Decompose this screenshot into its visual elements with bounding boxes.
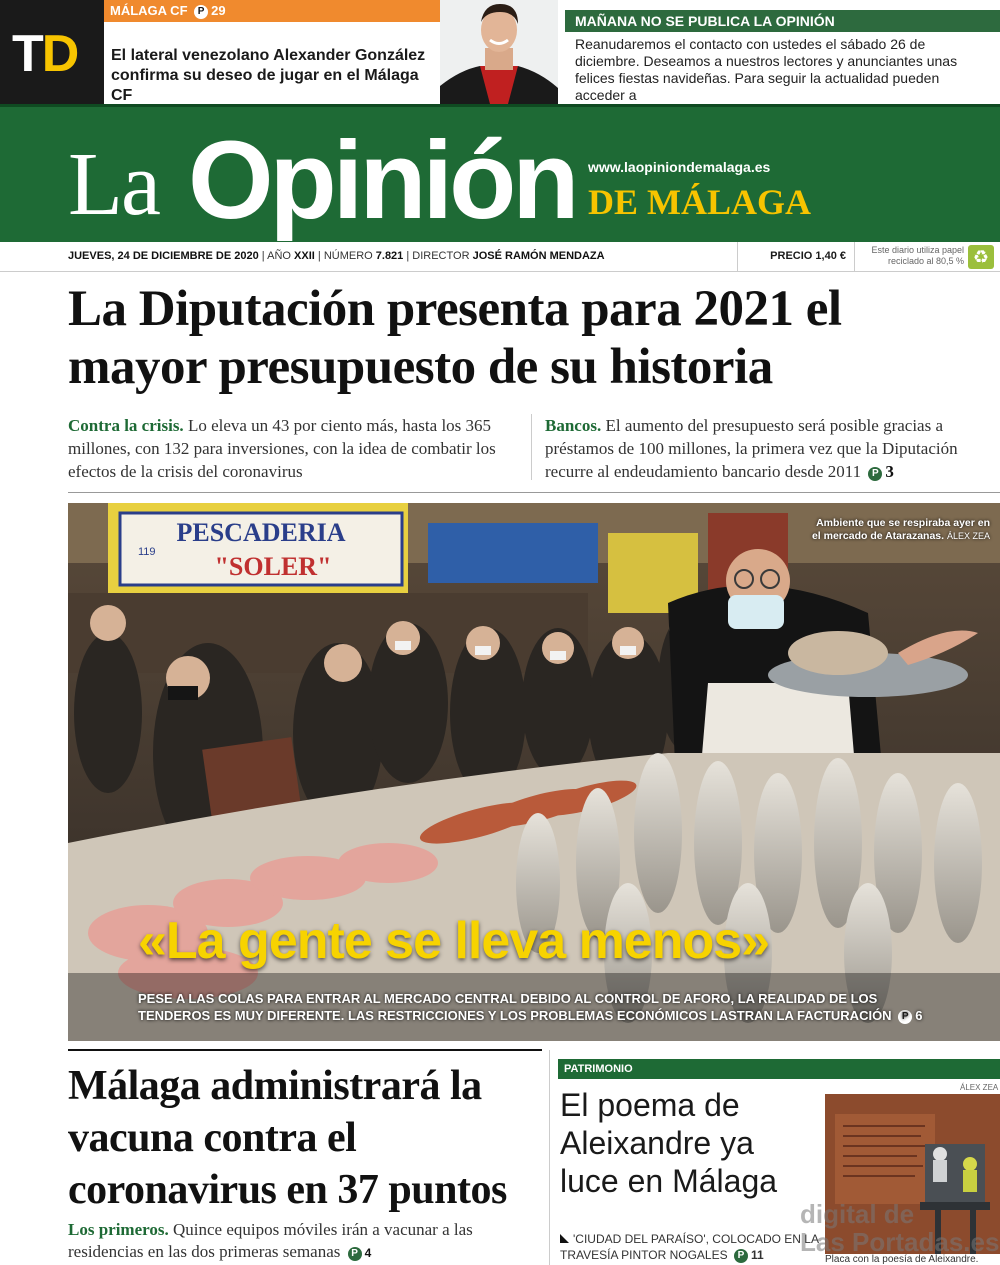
triangle-icon	[560, 1234, 569, 1243]
logo-la: La	[68, 135, 159, 234]
patrimonio-caption: Placa con la poesía de Aleixandre.	[825, 1254, 979, 1265]
dateline-info: JUEVES, 24 DE DICIEMBRE DE 2020 | AÑO XXII | NÚMERO 7.821 | DIRECTOR JOSÉ RAMÓN MENDAZA	[68, 250, 605, 262]
divider	[68, 1049, 542, 1051]
page-badge-icon: P	[868, 467, 882, 481]
notice-box	[565, 10, 1000, 104]
masthead-url[interactable]: www.laopiniondemalaga.es	[588, 159, 771, 175]
vaccine-headline[interactable]: Málaga administrará la vacuna contra el coronavirus en 37 puntos	[68, 1063, 507, 1213]
main-page: 3	[885, 462, 894, 481]
sign-number: 119	[138, 546, 156, 558]
page-badge-icon: P	[194, 5, 208, 19]
page-badge-icon: P	[734, 1249, 748, 1263]
vaccine-sub: Los primeros. Quince equipos móviles irán a vacunar a las residencias en las dos primeras semanas P 4	[68, 1220, 473, 1261]
vaccine-page: 4	[364, 1246, 372, 1260]
patrimonio-kicker: PATRIMONIO	[558, 1059, 1000, 1079]
price: PRECIO 1,40 €	[737, 242, 855, 271]
dateline	[0, 242, 1000, 272]
player-photo	[440, 0, 558, 104]
masthead	[0, 104, 1000, 242]
main-headline[interactable]: La Diputación presenta para 2021 el mayor presupuesto de su historia	[68, 281, 842, 395]
main-sub-right: Bancos. El aumento del presupuesto será posible gracias a préstamos de 100 millones, la primera vez que la Diputación recurre al endeudamiento bancario desde 2011 P 3	[545, 416, 958, 481]
sign-soler: "SOLER"	[214, 552, 332, 581]
watermark: digital de Las Portadas.es	[800, 1199, 1000, 1257]
sport-teaser[interactable]	[104, 0, 558, 104]
photo-credit: ÁLEX ZEA	[946, 531, 990, 541]
sport-kicker: MÁLAGA CF P 29	[104, 0, 558, 22]
sign-pescaderia: PESCADERIA	[176, 518, 346, 547]
patrimonio-page: 11	[750, 1248, 764, 1262]
patrimonio-sub: 'CIUDAD DEL PARAÍSO', COLOCADO EN LA TRAVESÍA PINTOR NOGALES P 11	[560, 1232, 819, 1262]
patrimonio-credit: ÁLEX ZEA	[960, 1083, 999, 1092]
photo-caption: Ambiente que se respiraba ayer en el mercado de Atarazanas. ÁLEX ZEA	[811, 517, 990, 542]
main-sub-left: Contra la crisis. Lo eleva un 43 por ciento más, hasta los 365 millones, con 132 para inversiones, con la idea de combatir los efectos de la crisis del coronavirus	[68, 416, 496, 481]
photo-quote[interactable]: «La gente se lleva menos»	[138, 912, 770, 970]
divider	[549, 1050, 550, 1265]
sport-headline: El lateral venezolano Alexander González confirma su deseo de jugar en el Málaga CF	[111, 47, 426, 104]
notice-body: Reanudaremos el contacto con ustedes el sábado 26 de diciembre. Deseamos a nuestros lectores y anunciantes unas felices fiestas navideñas. Para seguir la actualidad pueden acceder a	[565, 32, 1000, 125]
notice-kicker: MAÑANA NO SE PUBLICA LA OPINIÓN	[565, 10, 1000, 32]
td-teaser[interactable]	[0, 0, 104, 104]
td-logo: TD	[12, 25, 78, 83]
page-badge-icon: P	[348, 1247, 362, 1261]
page-badge-icon: P	[898, 1010, 912, 1024]
divider	[531, 414, 532, 480]
photo-page: 6	[915, 1008, 923, 1023]
market-photo[interactable]	[68, 503, 1000, 1041]
patrimonio-headline[interactable]: El poema de Aleixandre ya luce en Málaga	[560, 1087, 778, 1199]
photo-subhead: PESE A LAS COLAS PARA ENTRAR AL MERCADO CENTRAL DEBIDO AL CONTROL DE AFORO, LA REALIDAD DE LOS TENDEROS ES MUY DIFERENTE. LAS RESTRICCIONES Y LOS PROBLEMAS ECONÓMICOS LASTRAN LA FACTURACIÓN P 6	[138, 991, 923, 1023]
recycle-icon: ♻	[968, 245, 994, 269]
divider	[68, 492, 1000, 493]
masthead-city: DE MÁLAGA	[588, 182, 811, 222]
logo-opinion: Opinión	[188, 119, 576, 242]
recycle-note: Este diario utiliza papel reciclado al 80,5 %	[871, 245, 964, 266]
sport-page: 29	[211, 3, 226, 18]
